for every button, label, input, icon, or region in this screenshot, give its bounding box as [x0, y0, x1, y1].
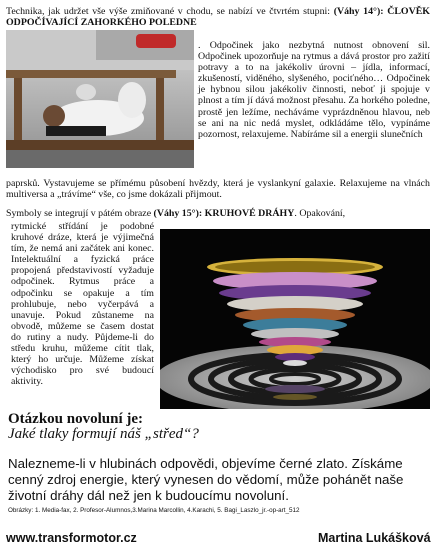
paragraph-1-ending: paprsků. Vystavujeme se přímému působení hvězdy, která je vyslankyní galaxie. Relaxujeme na vlnách multiversa a „trávíme“ vše, co jsme dokázali přijmout.: [6, 178, 430, 201]
closing-paragraph: Nalezneme-li v hlubinách odpovědi, objevíme černé zlato. Získáme cenný zdroj energie, který vynesen do vědomí, může pohánět naše životní dráhy dál než jen k budoucímu novoluní.: [8, 456, 404, 503]
paragraph-1-wrap-start: . Odpočinek jako nezbytná: [198, 40, 325, 51]
paragraph-1-intro-text: Technika, jak udržet vše výše zmiňované v chodu, se nabízí ve čtvrtém stupni:: [6, 6, 331, 17]
paragraph-1-heading: (Váhy 14°): ČLOVĚK ODPOČÍVAJÍCÍ ZAHORKÉHO POLEDNE: [6, 6, 430, 29]
paragraph-2-intro-end: . Opakování,: [294, 208, 346, 219]
footer-website-link[interactable]: www.transformotor.cz: [6, 531, 137, 545]
photo-man-resting-image: [6, 30, 194, 168]
footer-author: Martina Lukášková: [318, 531, 431, 545]
paragraph-2-body: rytmické střídání je podobné kruhové dráze, která je výjimečná tím, že nemá ani začátek ani konec. Intelektuální a fyzická práce propojená představivostí vyžaduje odpočinek. Rytmus práce a odpočinku se opakuje a tím prohlubuje, nebo vyčerpává a unavuje. Pokud zůstaneme na obvodě, můžeme se časem dostat do rutiny a nudy. Půjdeme-li do středu kruhu, můžeme cítit tlak, který ho určuje. Můžeme získat východisko pro své budoucí aktivity.: [11, 221, 154, 388]
paragraph-2-intro: [6, 208, 430, 219]
paragraph-1-right-text: nutnost obnovení sil. Odpočinek upozorňuje na rytmus a dává prostor pro zažití potravy a to na jakékoliv úrovni – jídla, informací, zkušeností, viděného, slyšeného, pociťného… Odpočinek je hybnou silou jakékoliv činnosti, neboť ji spojuje v plnost a tím jí dává možnost přesahu. Za horkého poledne, prostě jen ležíme, necháváme vyprázdněnou hlavou, neb se ani na nic nedá myslet, odkládáme tělo, vypínáme pozornost, relaxujeme. Nabíráme sil a energii slunečních: [198, 40, 431, 140]
paragraph-1-intro: [6, 6, 430, 28]
paragraph-2-heading: (Váhy 15°): KRUHOVÉ DRÁHY: [153, 208, 295, 219]
paragraph-2-intro-text: Symboly se integrují v pátém obraze: [6, 208, 152, 219]
photo-spinning-rings: [160, 229, 430, 409]
photo-spinning-rings-image: [160, 229, 430, 409]
photo-man-resting: [6, 30, 194, 168]
question-heading: Otázkou novoluní je:: [8, 411, 144, 427]
paragraph-1-body: [198, 40, 430, 140]
question-text: Jaké tlaky formují náš „střed“?: [8, 426, 199, 442]
image-credits: Obrázky: 1. Media-fax, 2. Profesor-Alumnos,3.Marina Marcollin, 4.Karachi, 5. Bagi_Laszlo_jr.-op-art_512: [8, 507, 300, 514]
